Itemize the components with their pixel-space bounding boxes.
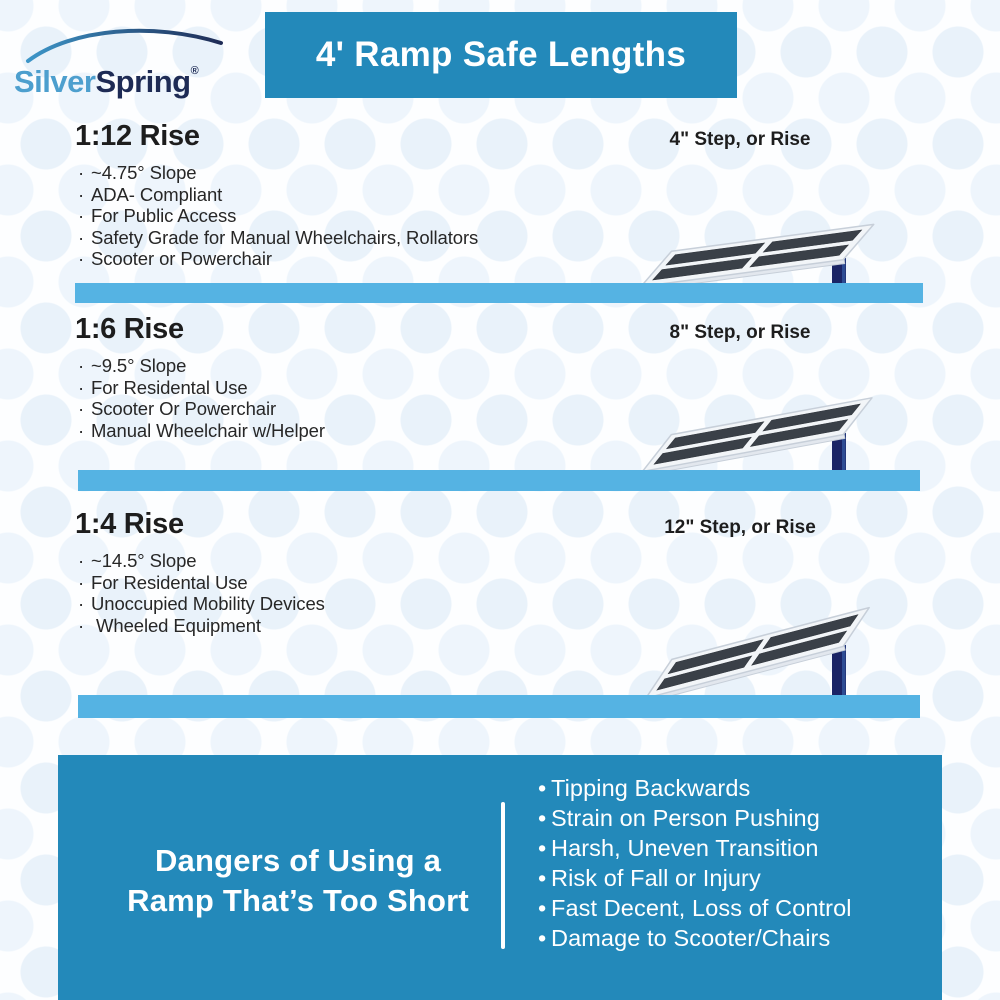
bullet-marker: ·	[78, 162, 85, 183]
silverspring-logo	[14, 26, 234, 100]
logo-word-silver: Silver	[14, 64, 96, 99]
ground-bar	[78, 470, 920, 491]
dangers-title-line1: Dangers of Using a	[154, 843, 442, 878]
dangers-title	[88, 841, 508, 921]
list-item	[78, 377, 325, 399]
list-item-text: ~14.5° Slope	[91, 550, 197, 571]
logo-wordmark	[14, 64, 198, 100]
bullet-marker: ·	[78, 205, 85, 227]
bullet-marker: ·	[78, 593, 85, 615]
dangers-panel	[58, 755, 942, 1000]
list-item	[538, 833, 852, 863]
list-item	[78, 572, 325, 594]
bullet-marker: ·	[78, 248, 85, 270]
registered-trademark-symbol: ®	[190, 65, 199, 77]
list-item	[78, 550, 325, 572]
bullet-marker: •	[538, 925, 547, 951]
list-item-text: Scooter Or Powerchair	[91, 398, 277, 420]
bullet-marker: ·	[78, 398, 85, 420]
ground-bar	[78, 695, 920, 718]
list-item-text: Damage to Scooter/Chairs	[551, 925, 831, 951]
list-item	[538, 893, 852, 923]
step-height-label: 12" Step, or Rise	[664, 517, 816, 538]
ramp-illustration	[596, 354, 896, 476]
rise-bullet-list	[78, 162, 478, 270]
list-item	[538, 773, 852, 803]
list-item-text: Harsh, Uneven Transition	[551, 835, 819, 861]
list-item	[538, 923, 852, 953]
list-item	[78, 184, 478, 206]
list-item	[538, 863, 852, 893]
ramp-illustration	[596, 581, 896, 703]
list-item	[78, 420, 325, 442]
section-1-6-rise	[0, 313, 1000, 513]
list-item	[78, 355, 325, 377]
bullet-marker: •	[538, 895, 547, 921]
rise-heading: 1:12 Rise	[75, 120, 200, 152]
rise-heading: 1:6 Rise	[75, 313, 184, 345]
list-item-text: Fast Decent, Loss of Control	[551, 895, 852, 921]
ground-bar	[75, 283, 923, 303]
list-item	[78, 162, 478, 184]
list-item	[78, 248, 478, 270]
bullet-marker: ·	[78, 571, 85, 593]
ramp-illustration	[596, 169, 896, 291]
list-item-text: For Public Access	[91, 205, 237, 227]
rise-heading: 1:4 Rise	[75, 508, 184, 540]
list-item-text: ADA- Compliant	[91, 183, 223, 205]
list-item	[78, 615, 325, 637]
list-item	[78, 205, 478, 227]
list-item-text: Unoccupied Mobility Devices	[91, 593, 325, 615]
dangers-title-line2: Ramp That’s Too Short	[127, 883, 469, 918]
bullet-marker: ·	[78, 550, 85, 571]
section-1-12-rise	[0, 120, 1000, 320]
step-height-label: 4" Step, or Rise	[669, 129, 811, 150]
list-item-text: Wheeled Equipment	[91, 614, 261, 636]
bullet-marker: ·	[78, 183, 85, 205]
list-item-text: Strain on Person Pushing	[551, 805, 820, 831]
list-item	[78, 227, 478, 249]
list-item-text: Safety Grade for Manual Wheelchairs, Rollators	[91, 226, 479, 248]
bullet-marker: ·	[78, 614, 85, 636]
list-item-text: Scooter or Powerchair	[91, 248, 272, 270]
header-banner	[265, 12, 737, 98]
list-item	[538, 803, 852, 833]
rise-bullet-list	[78, 550, 325, 636]
bullet-marker: •	[538, 805, 547, 831]
list-item	[78, 593, 325, 615]
list-item-text: Tipping Backwards	[551, 775, 751, 801]
bullet-marker: ·	[78, 419, 85, 441]
bullet-marker: •	[538, 835, 547, 861]
bullet-marker: ·	[78, 376, 85, 398]
list-item-text: For Residental Use	[91, 571, 248, 593]
bullet-marker: •	[538, 865, 547, 891]
list-item-text: ~4.75° Slope	[91, 162, 197, 183]
list-item	[78, 398, 325, 420]
page-title: 4' Ramp Safe Lengths	[315, 35, 687, 74]
list-item-text: Manual Wheelchair w/Helper	[91, 419, 325, 441]
logo-word-spring: Spring	[95, 64, 191, 99]
list-item-text: Risk of Fall or Injury	[551, 865, 761, 891]
vertical-divider	[501, 802, 505, 949]
rise-bullet-list	[78, 355, 325, 441]
list-item-text: For Residental Use	[91, 376, 248, 398]
dangers-list	[538, 773, 852, 953]
bullet-marker: ·	[78, 355, 85, 376]
list-item-text: ~9.5° Slope	[91, 355, 187, 376]
section-1-4-rise	[0, 508, 1000, 708]
bullet-marker: •	[538, 775, 547, 801]
step-height-label: 8" Step, or Rise	[669, 322, 811, 343]
bullet-marker: ·	[78, 226, 85, 248]
